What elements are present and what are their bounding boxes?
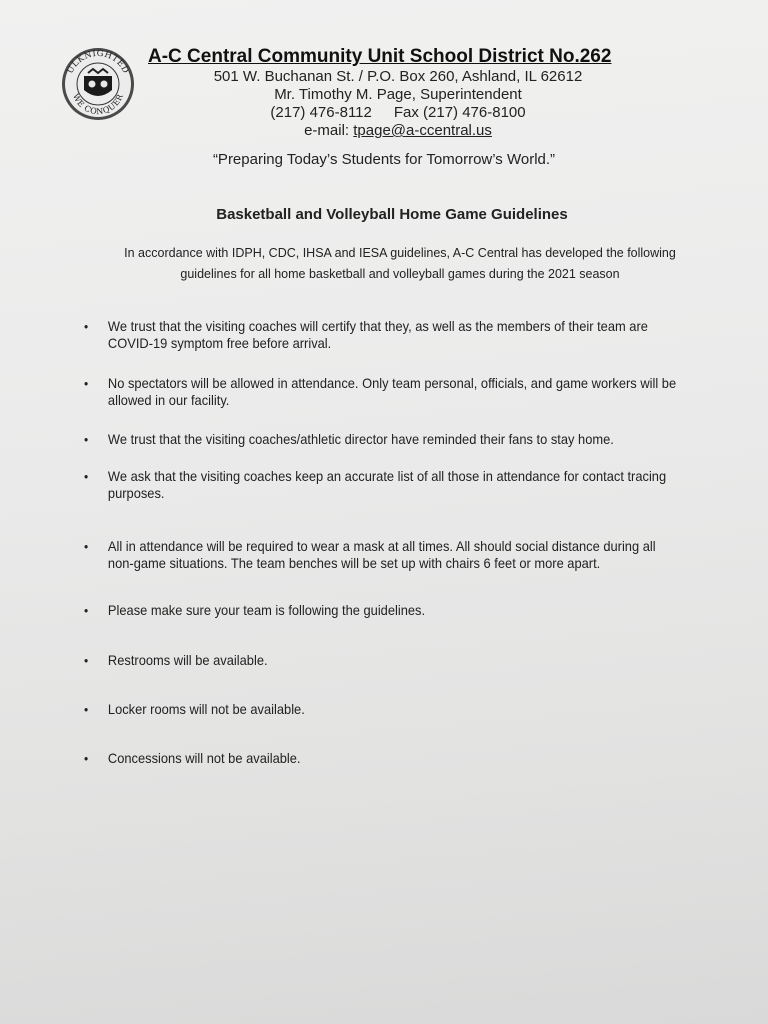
address: 501 W. Buchanan St. / P.O. Box 260, Ashland, IL 62612 xyxy=(213,68,583,85)
bullet-icon: • xyxy=(84,469,89,484)
motto: “Preparing Today’s Students for Tomorrow’s World.” xyxy=(212,151,556,168)
email-label: e-mail: xyxy=(304,122,350,139)
fax-number: Fax (217) 476-8100 xyxy=(393,104,526,121)
email-line xyxy=(148,122,648,140)
contact-info xyxy=(148,68,648,140)
district-name: A-C Central Community Unit School District No.262 xyxy=(148,46,612,67)
bullet-icon: • xyxy=(84,432,89,447)
superintendent: Mr. Timothy M. Page, Superintendent xyxy=(274,86,522,103)
intro-line-2: guidelines for all home basketball and volleyball games during the 2021 season xyxy=(180,267,620,281)
bullet-icon: • xyxy=(84,603,89,618)
district-logo xyxy=(60,46,136,122)
email-link[interactable]: tpage@a-ccentral.us xyxy=(353,122,492,139)
list-item-text: We ask that the visiting coaches keep an accurate list of all those in attendance for contact tracing purposes. xyxy=(107,468,667,501)
svg-text:ULKNIGHTED: ULKNIGHTED xyxy=(65,48,131,76)
list-item-text: No spectators will be allowed in attendance. Only team personal, officials, and game workers will be allowed in our facility. xyxy=(107,375,677,408)
intro-paragraph xyxy=(70,243,730,285)
list-item-text: Locker rooms will not be available. xyxy=(107,701,305,717)
list-item-text: We trust that the visiting coaches will certify that they, as well as the members of their team are COVID-19 symptom free before arrival. xyxy=(107,318,648,351)
document-title: Basketball and Volleyball Home Game Guidelines xyxy=(216,206,568,223)
list-item-text: All in attendance will be required to wear a mask at all times. All should social distance during all non-game situations. The team benches will be set up with chairs 6 feet or more apart. xyxy=(107,538,656,571)
bullet-icon: • xyxy=(84,653,89,668)
bullet-icon: • xyxy=(84,539,89,554)
phone-fax-line xyxy=(148,104,648,122)
svg-text:WE CONQUER: WE CONQUER xyxy=(70,92,125,117)
list-item-text: Concessions will not be available. xyxy=(107,750,301,766)
knight-crest-logo xyxy=(60,46,136,122)
list-item-text: Please make sure your team is following the guidelines. xyxy=(107,602,426,618)
bullet-icon: • xyxy=(84,319,89,334)
list-item-text: Restrooms will be available. xyxy=(107,652,268,668)
intro-line-1: In accordance with IDPH, CDC, IHSA and IESA guidelines, A-C Central has developed the following xyxy=(124,246,676,260)
bullet-icon: • xyxy=(84,751,89,766)
phone-number: (217) 476-8112 xyxy=(270,104,372,121)
letterhead xyxy=(148,46,618,68)
list-item-text: We trust that the visiting coaches/athletic director have reminded their fans to stay home. xyxy=(107,431,614,447)
bullet-icon: • xyxy=(84,376,89,391)
bullet-icon: • xyxy=(84,702,89,717)
